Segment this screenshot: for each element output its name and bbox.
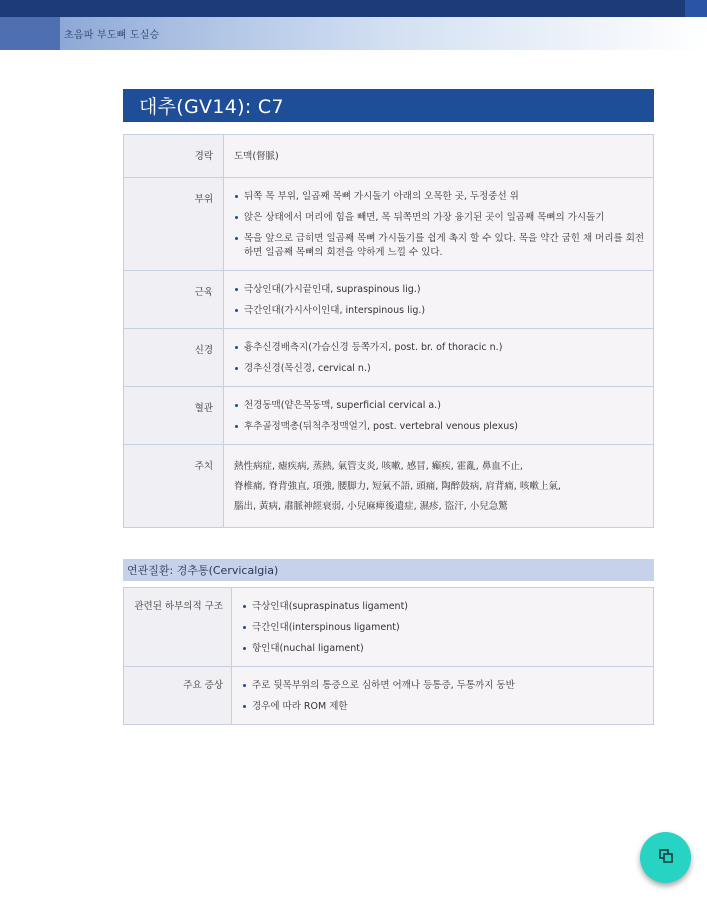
list-item: 앉은 상태에서 머리에 힘을 빼면, 목 뒤쪽면의 가장 융기된 곳이 일곱째 목뼈의 가시돌기	[234, 211, 645, 225]
table-row	[124, 178, 654, 271]
row-label: 관련된 하부의적 구조	[124, 588, 232, 667]
list-item: 극간인대(interspinous ligament)	[242, 621, 645, 635]
list-item: 항인대(nuchal ligament)	[242, 642, 645, 656]
row-label: 근육	[124, 271, 224, 329]
list-item: 후추골정맥총(뒤척추정맥얼기, post. vertebral venous plexus)	[234, 420, 645, 434]
running-title: 초음파 부도뼈 도실승	[64, 30, 160, 41]
row-label: 신경	[124, 329, 224, 387]
list-item: 흉추신경배측지(가슴신경 등쪽가지, post. br. of thoracic n.)	[234, 341, 645, 355]
row-value	[224, 178, 654, 271]
copy-button[interactable]	[640, 832, 691, 883]
table-row	[124, 667, 654, 725]
indication-line: 熱性病症, 瘧疾病, 蒸熱, 氣管支炎, 咳嗽, 感冒, 癲疾, 霍亂, 鼻血不止,	[234, 461, 523, 472]
table-row	[124, 329, 654, 387]
list-item: 극상인대(supraspinatus ligament)	[242, 600, 645, 614]
row-value	[224, 445, 654, 528]
page-title: 대추(GV14): C7	[123, 89, 654, 122]
list-item: 천경동맥(얕은목동맥, superficial cervical a.)	[234, 399, 645, 413]
row-value	[232, 588, 654, 667]
row-value	[224, 387, 654, 445]
list-item: 극간인대(가시사이인대, interspinous lig.)	[234, 304, 645, 318]
list-item: 경추신경(목신경, cervical n.)	[234, 362, 645, 376]
list-item: 목을 앞으로 급히면 일곱째 목뼈 가시돌기를 쉽게 촉지 할 수 있다. 목을 약간 굽힌 채 머리를 회전하면 일곱째 목뼈의 회전을 약하게 느낄 수 있다.	[234, 232, 645, 260]
list-item: 뒤쪽 목 부위, 일곱째 목뼈 가시돌기 아래의 오목한 곳, 두정중선 위	[234, 190, 645, 204]
row-label: 혈관	[124, 387, 224, 445]
related-disease-table	[123, 587, 654, 725]
point-info-table	[123, 134, 654, 528]
row-value	[224, 135, 654, 178]
indication-line: 脊椎痛, 脊背強直, 項強, 腰脚力, 短氣不語, 頭痛, 陶醉鼓病, 肩背痛, 咳嗽上氣,	[234, 481, 561, 492]
row-label: 부위	[124, 178, 224, 271]
top-bar	[0, 0, 707, 17]
copy-icon	[658, 848, 674, 868]
table-row	[124, 445, 654, 528]
header-accent	[0, 17, 60, 50]
list-item: 주로 뒷목부위의 통증으로 심하면 어깨나 등통증, 두통까지 동반	[242, 679, 645, 693]
list-item: 경우에 따라 ROM 제한	[242, 700, 645, 714]
row-label: 주치	[124, 445, 224, 528]
table-row	[124, 588, 654, 667]
row-label: 주요 증상	[124, 667, 232, 725]
table-row	[124, 271, 654, 329]
row-value	[224, 329, 654, 387]
meridian-value: 도맥(督脈)	[234, 151, 279, 162]
row-value	[232, 667, 654, 725]
indication-line: 腦出, 黃病, 肅脈神經衰弱, 小兒麻痺後遺症, 濕疹, 盜汗, 小兒急驚	[234, 501, 508, 512]
table-row	[124, 135, 654, 178]
list-item: 극상인대(가시끝인대, supraspinous lig.)	[234, 283, 645, 297]
related-disease-heading: 연관질환: 경추통(Cervicalgia)	[123, 559, 654, 581]
table-row	[124, 387, 654, 445]
row-value	[224, 271, 654, 329]
row-label: 경락	[124, 135, 224, 178]
